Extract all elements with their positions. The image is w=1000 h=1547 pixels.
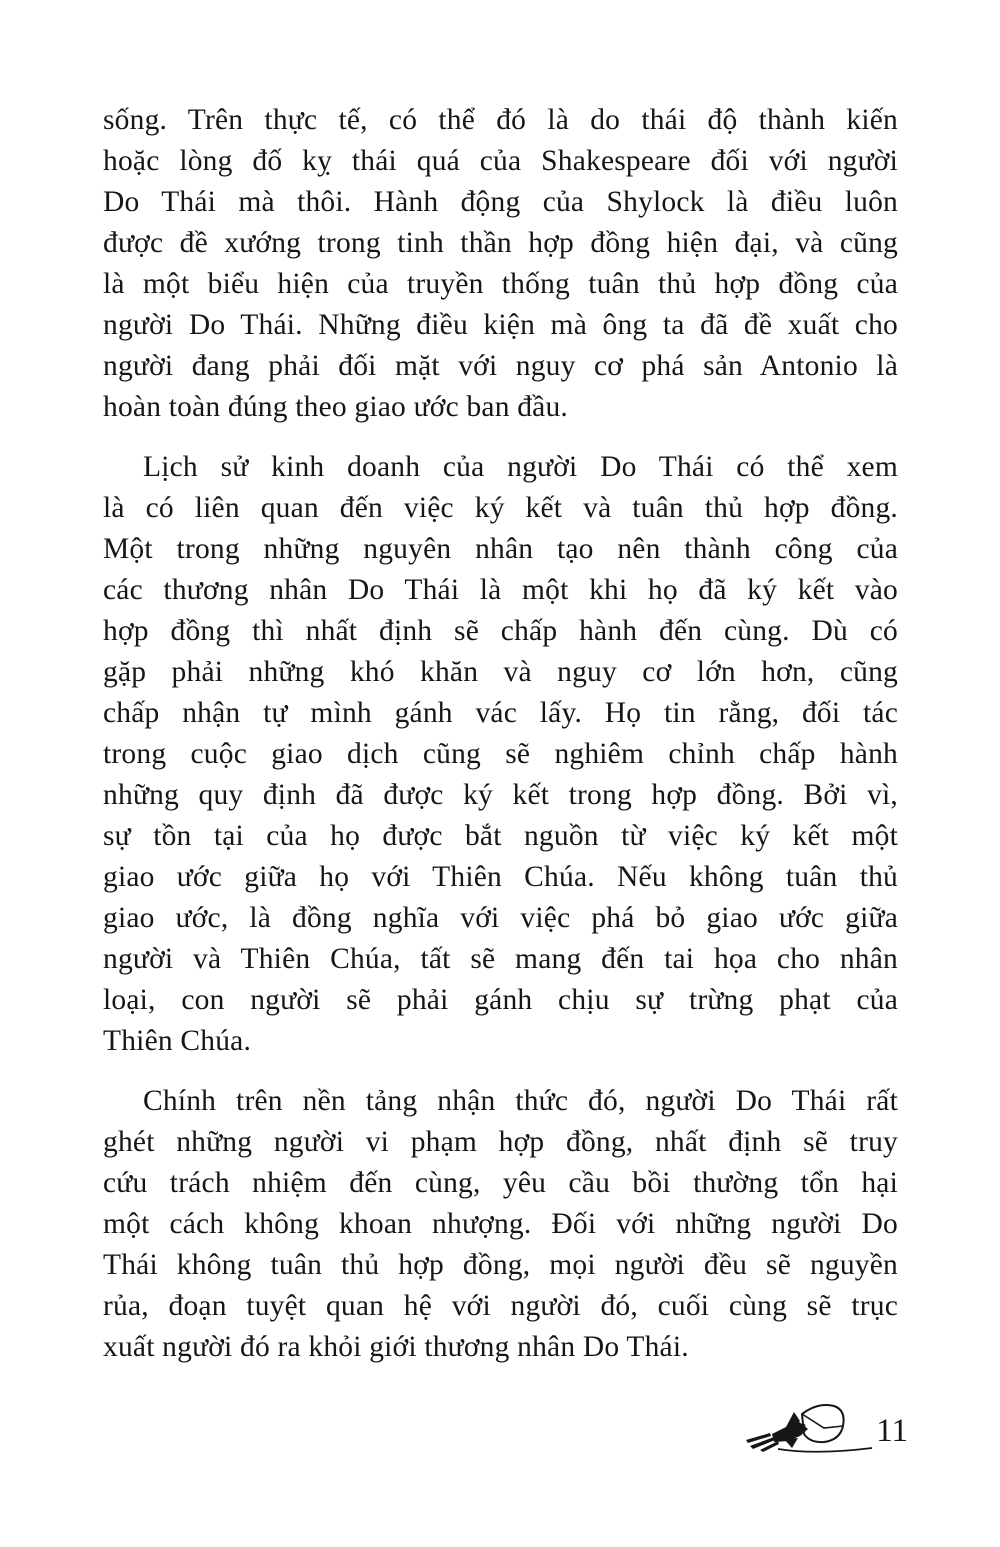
text-line: cứu trách nhiệm đến cùng, yêu cầu bồi thường tổn hại [103, 1167, 898, 1199]
text-line: chấp nhận tự mình gánh vác lấy. Họ tin rằng, đối tác [103, 697, 898, 729]
text-line: Một trong những nguyên nhân tạo nên thành công của [103, 533, 898, 565]
page-number: 11 [876, 1413, 908, 1449]
text-line: hoặc lòng đố kỵ thái quá của Shakespeare đối với người [103, 145, 898, 177]
text-line: người đang phải đối mặt với nguy cơ phá sản Antonio là [103, 350, 898, 382]
text-line: ghét những người vi phạm hợp đồng, nhất định sẽ truy [103, 1126, 898, 1158]
text-line: rủa, đoạn tuyệt quan hệ với người đó, cuối cùng sẽ trục [103, 1290, 898, 1322]
swallow-with-letter-icon [744, 1398, 874, 1456]
text-line: người và Thiên Chúa, tất sẽ mang đến tai họa cho nhân [103, 943, 898, 975]
text-line: Thiên Chúa. [103, 1025, 252, 1057]
text-line: loại, con người sẽ phải gánh chịu sự trừng phạt của [103, 984, 898, 1016]
text-line: sống. Trên thực tế, có thể đó là do thái độ thành kiến [103, 104, 898, 136]
text-line: hợp đồng thì nhất định sẽ chấp hành đến cùng. Dù có [103, 615, 898, 647]
text-line: gặp phải những khó khăn và nguy cơ lớn hơn, cũng [103, 656, 898, 688]
text-line: xuất người đó ra khỏi giới thương nhân Do Thái. [103, 1331, 689, 1363]
text-line: Chính trên nền tảng nhận thức đó, người Do Thái rất [143, 1085, 898, 1117]
text-line: là có liên quan đến việc ký kết và tuân thủ hợp đồng. [103, 492, 898, 524]
text-line: trong cuộc giao dịch cũng sẽ nghiêm chỉnh chấp hành [103, 738, 898, 770]
paragraph [103, 447, 898, 1062]
paragraph [103, 1081, 898, 1368]
text-line: các thương nhân Do Thái là một khi họ đã ký kết vào [103, 574, 898, 606]
text-line: một cách không khoan nhượng. Đối với những người Do [103, 1208, 898, 1240]
text-line: sự tồn tại của họ được bắt nguồn từ việc ký kết một [103, 820, 898, 852]
text-line: giao ước, là đồng nghĩa với việc phá bỏ giao ước giữa [103, 902, 898, 934]
text-block [103, 100, 898, 1368]
text-line: Do Thái mà thôi. Hành động của Shylock là điều luôn [103, 186, 898, 218]
text-line: hoàn toàn đúng theo giao ước ban đầu. [103, 391, 568, 423]
paragraph [103, 100, 898, 428]
text-line: là một biểu hiện của truyền thống tuân thủ hợp đồng của [103, 268, 898, 300]
text-line: người Do Thái. Những điều kiện mà ông ta đã đề xuất cho [103, 309, 898, 341]
text-line: giao ước giữa họ với Thiên Chúa. Nếu không tuân thủ [103, 861, 898, 893]
page-footer [744, 1398, 908, 1456]
text-line: những quy định đã được ký kết trong hợp đồng. Bởi vì, [103, 779, 898, 811]
text-line: Thái không tuân thủ hợp đồng, mọi người đều sẽ nguyền [103, 1249, 898, 1281]
text-line: Lịch sử kinh doanh của người Do Thái có thể xem [143, 451, 898, 483]
text-line: được đề xướng trong tinh thần hợp đồng hiện đại, và cũng [103, 227, 898, 259]
